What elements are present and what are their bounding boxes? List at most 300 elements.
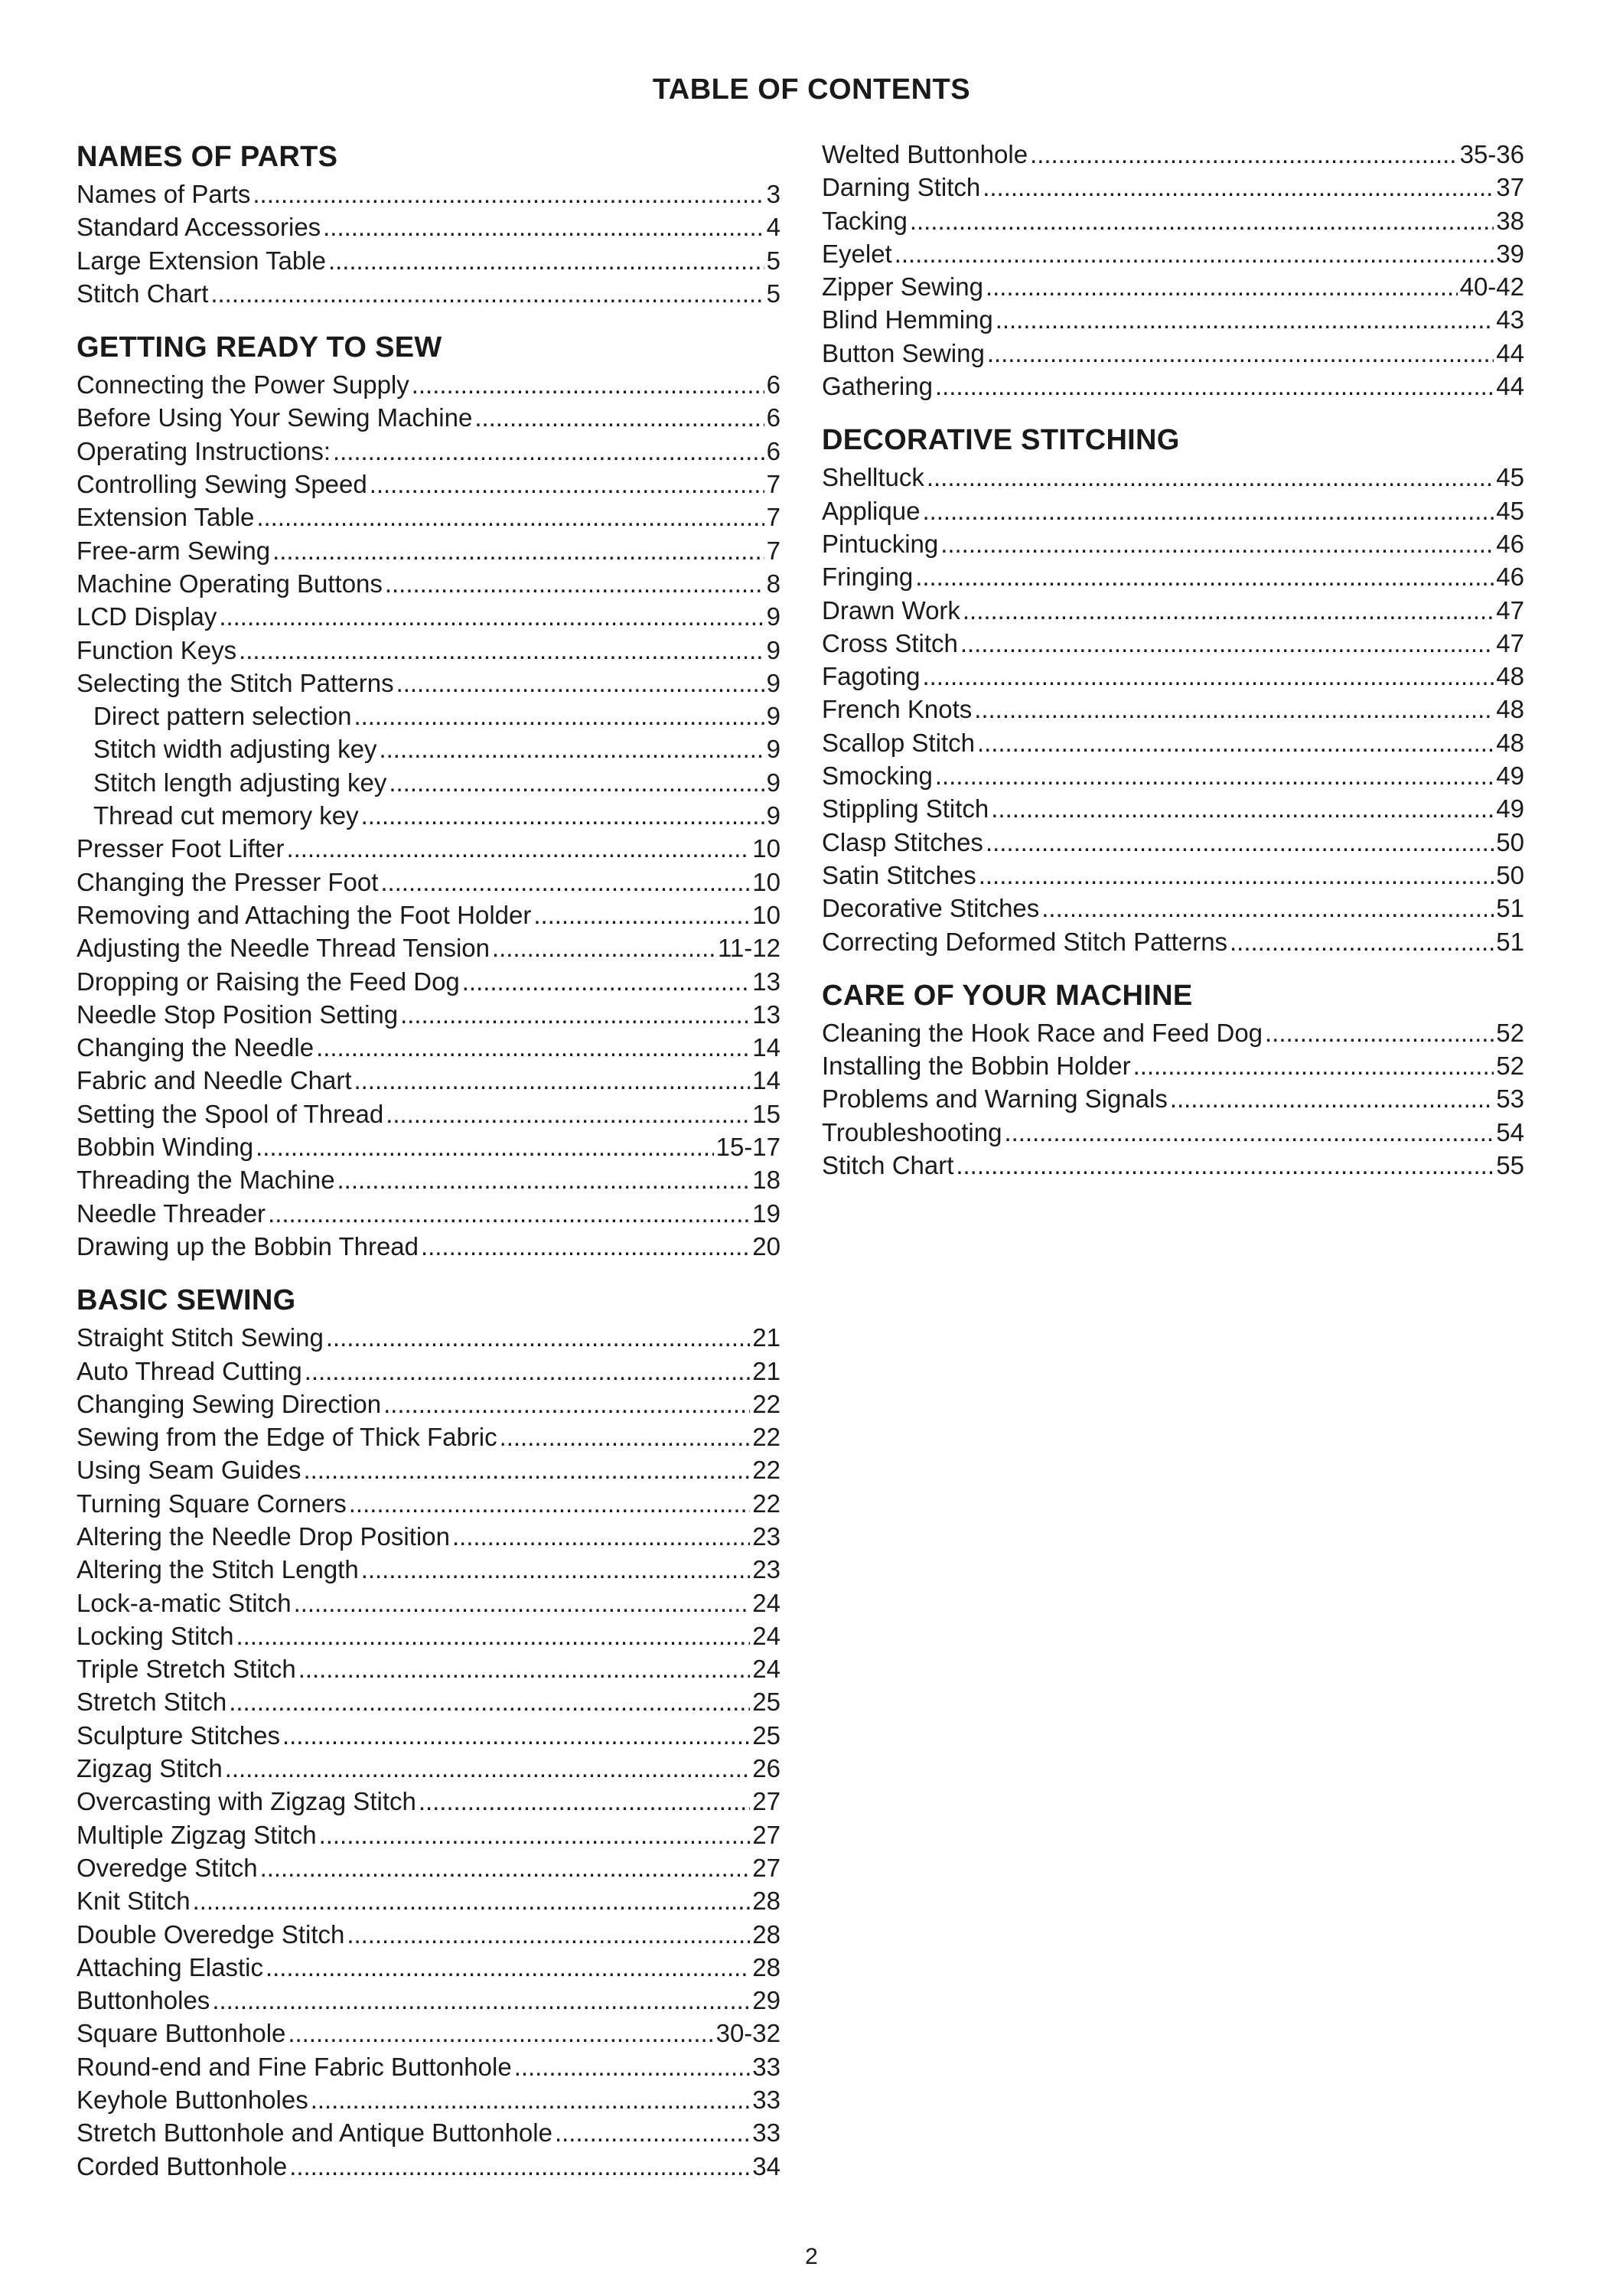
entry-label: Attaching Elastic (77, 1952, 263, 1981)
dot-leader (956, 1149, 1494, 1182)
toc-entry[interactable] (77, 1719, 781, 1752)
toc-entry[interactable] (77, 1884, 781, 1917)
toc-entry[interactable] (822, 138, 1524, 171)
dot-leader (256, 1130, 713, 1163)
dot-leader (400, 998, 750, 1031)
entry-page-number: 7 (766, 536, 781, 565)
toc-entry[interactable] (77, 1587, 781, 1619)
entry-page-number: 24 (752, 1588, 781, 1617)
toc-entry[interactable] (77, 1453, 781, 1486)
toc-subentry[interactable] (77, 766, 781, 799)
dot-leader (288, 2017, 713, 2050)
toc-section (822, 138, 1524, 403)
entry-label: Before Using Your Sewing Machine (77, 403, 473, 432)
dot-leader (963, 594, 1494, 627)
toc-entry[interactable] (77, 468, 781, 501)
entry-label: Knit Stitch (77, 1887, 191, 1916)
entry-page-number: 50 (1496, 860, 1524, 889)
entry-label: Drawing up the Bobbin Thread (77, 1231, 419, 1261)
toc-entry[interactable] (77, 244, 781, 277)
entry-label: Direct pattern selection (93, 702, 352, 731)
entry-page-number: 47 (1496, 628, 1524, 657)
entry-label: Thread cut memory key (93, 801, 359, 830)
toc-entry[interactable] (822, 792, 1524, 825)
dot-leader (268, 1197, 750, 1230)
entry-page-number: 5 (766, 246, 781, 275)
entry-page-number: 21 (752, 1323, 781, 1352)
dot-leader (337, 1163, 751, 1196)
entry-label: Drawn Work (822, 595, 960, 625)
dot-leader (383, 1388, 750, 1420)
entry-page-number: 44 (1496, 338, 1524, 367)
entry-label: Fringing (822, 563, 914, 592)
section-heading: DECORATIVE STITCHING (822, 424, 1180, 457)
dot-leader (1133, 1049, 1494, 1082)
entry-label: Smocking (822, 762, 933, 791)
entry-label: Presser Foot Lifter (77, 834, 285, 863)
entry-label: Eyelet (822, 239, 892, 268)
entry-page-number: 50 (1496, 827, 1524, 856)
dot-leader (229, 1685, 750, 1718)
entry-label: Fagoting (822, 662, 921, 691)
toc-section (77, 1283, 781, 2183)
entry-page-number: 8 (766, 569, 781, 598)
toc-entry[interactable] (77, 534, 781, 567)
entry-page-number: 10 (752, 900, 781, 929)
toc-entry[interactable] (77, 277, 781, 310)
toc-section (822, 978, 1524, 1182)
toc-entry[interactable] (77, 899, 781, 931)
entry-label: Multiple Zigzag Stitch (77, 1820, 317, 1849)
toc-entry[interactable] (77, 1918, 781, 1951)
toc-entry[interactable] (77, 210, 781, 243)
entry-page-number: 14 (752, 1066, 781, 1095)
dot-leader (922, 494, 1494, 527)
entry-label: Needle Threader (77, 1199, 266, 1228)
toc-entry[interactable] (822, 826, 1524, 859)
entry-label: Welted Buttonhole (822, 140, 1028, 168)
entry-page-number: 5 (766, 279, 781, 308)
entry-label: Square Buttonhole (77, 2019, 286, 2048)
dot-leader (419, 1785, 750, 1818)
toc-entry[interactable] (77, 401, 781, 434)
dot-leader (311, 2083, 751, 2116)
entry-page-number: 21 (752, 1356, 781, 1385)
dot-leader (977, 726, 1494, 759)
entry-page-number: 37 (1496, 173, 1524, 202)
toc-entry[interactable] (77, 1420, 781, 1453)
dot-leader (986, 270, 1458, 303)
toc-entry[interactable] (822, 660, 1524, 693)
toc-entry[interactable] (822, 370, 1524, 403)
toc-entry[interactable] (822, 859, 1524, 892)
entry-page-number: 6 (766, 403, 781, 432)
entry-page-number: 11-12 (718, 934, 781, 963)
entry-page-number: 6 (766, 370, 781, 400)
entry-label: Corded Buttonhole (77, 2151, 288, 2180)
toc-entry[interactable] (77, 1388, 781, 1420)
entry-label: Cross Stitch (822, 628, 958, 657)
entry-page-number: 52 (1496, 1018, 1524, 1047)
toc-entry[interactable] (822, 759, 1524, 792)
dot-leader (960, 627, 1494, 660)
entry-label: Extension Table (77, 503, 255, 532)
dot-leader (1030, 138, 1458, 171)
entry-page-number: 15-17 (715, 1133, 781, 1162)
entry-label: Operating Instructions: (77, 436, 331, 465)
entry-page-number: 3 (766, 180, 781, 208)
toc-entry[interactable] (822, 892, 1524, 925)
dot-leader (1041, 892, 1494, 925)
entry-label: Stitch length adjusting key (93, 768, 387, 797)
entry-label: Removing and Attaching the Foot Holder (77, 900, 532, 929)
toc-entry[interactable] (77, 1553, 781, 1586)
dot-leader (326, 1321, 750, 1354)
dot-leader (323, 210, 764, 243)
entry-page-number: 47 (1496, 595, 1524, 625)
dot-leader (996, 303, 1494, 336)
toc-entry[interactable] (77, 1064, 781, 1097)
toc-entry[interactable] (77, 368, 781, 401)
entry-page-number: 48 (1496, 662, 1524, 691)
toc-entry[interactable] (77, 1951, 781, 1984)
entry-label: Names of Parts (77, 180, 251, 208)
toc-entry[interactable] (77, 1984, 781, 2017)
entry-label: Darning Stitch (822, 173, 981, 202)
entry-page-number: 14 (752, 1033, 781, 1062)
toc-entry[interactable] (77, 1818, 781, 1851)
entry-page-number: 9 (766, 702, 781, 731)
page-number: 2 (805, 2244, 818, 2269)
entry-page-number: 51 (1496, 894, 1524, 923)
dot-leader (370, 468, 764, 501)
entry-label: Stitch Chart (77, 279, 209, 308)
entry-page-number: 28 (752, 1952, 781, 1981)
entry-page-number: 28 (752, 1887, 781, 1916)
entry-label: Sculpture Stitches (77, 1720, 280, 1750)
toc-entry[interactable] (822, 270, 1524, 303)
dot-leader (272, 534, 764, 567)
entry-page-number: 51 (1496, 927, 1524, 956)
toc-entry[interactable] (77, 2083, 781, 2116)
entry-label: Function Keys (77, 635, 237, 664)
toc-subentry[interactable] (77, 799, 781, 832)
entry-label: Adjusting the Needle Thread Tension (77, 934, 490, 963)
toc-entry[interactable] (822, 494, 1524, 527)
toc-entry[interactable] (77, 1619, 781, 1652)
dot-leader (991, 792, 1494, 825)
toc-entry[interactable] (822, 461, 1524, 494)
toc-entry[interactable] (77, 634, 781, 667)
dot-leader (500, 1420, 751, 1453)
dot-leader (1004, 1116, 1494, 1149)
entry-label: Selecting the Stitch Patterns (77, 668, 394, 697)
dot-leader (239, 634, 764, 667)
toc-entry[interactable] (77, 1197, 781, 1230)
entry-page-number: 25 (752, 1720, 781, 1750)
dot-leader (452, 1520, 750, 1553)
toc-entry[interactable] (77, 1520, 781, 1553)
dot-leader (256, 501, 764, 533)
dot-leader (354, 1064, 751, 1097)
dot-leader (253, 178, 764, 210)
toc-entry[interactable] (822, 337, 1524, 370)
dot-leader (289, 2150, 750, 2183)
dot-leader (474, 401, 764, 434)
section-heading: CARE OF YOUR MACHINE (822, 979, 1193, 1012)
toc-entry[interactable] (822, 726, 1524, 759)
entry-label: Problems and Warning Signals (822, 1084, 1168, 1114)
toc-subentry[interactable] (77, 700, 781, 732)
entry-page-number: 25 (752, 1688, 781, 1717)
dot-leader (380, 866, 750, 899)
toc-entry[interactable] (77, 1130, 781, 1163)
dot-leader (421, 1230, 750, 1263)
entry-page-number: 10 (752, 834, 781, 863)
toc-entry[interactable] (77, 2017, 781, 2050)
toc-entry[interactable] (77, 1163, 781, 1196)
toc-entry[interactable] (822, 594, 1524, 627)
entry-page-number: 9 (766, 768, 781, 797)
toc-entry[interactable] (822, 925, 1524, 958)
entry-label: Decorative Stitches (822, 894, 1040, 923)
entry-page-number: 27 (752, 1820, 781, 1849)
entry-page-number: 22 (752, 1423, 781, 1452)
toc-entry[interactable] (77, 567, 781, 600)
dot-leader (910, 204, 1494, 237)
entry-page-number: 44 (1496, 372, 1524, 401)
entry-page-number: 24 (752, 1655, 781, 1684)
toc-entry[interactable] (822, 1082, 1524, 1115)
toc-entry[interactable] (822, 560, 1524, 593)
entry-page-number: 23 (752, 1555, 781, 1584)
toc-entry[interactable] (77, 1851, 781, 1884)
entry-label: Auto Thread Cutting (77, 1356, 302, 1385)
entry-page-number: 20 (752, 1231, 781, 1261)
toc-entry[interactable] (77, 1230, 781, 1263)
entry-label: Tacking (822, 206, 908, 235)
dot-leader (225, 1752, 751, 1785)
toc-entry[interactable] (77, 832, 781, 865)
entry-page-number: 27 (752, 1853, 781, 1882)
dot-leader (347, 1918, 750, 1951)
entry-label: Clasp Stitches (822, 827, 983, 856)
dot-leader (935, 759, 1494, 792)
dot-leader (219, 600, 764, 633)
entry-page-number: 34 (752, 2151, 781, 2180)
dot-leader (282, 1719, 750, 1752)
entry-page-number: 40-42 (1459, 272, 1524, 302)
entry-page-number: 48 (1496, 695, 1524, 724)
entry-label: Satin Stitches (822, 860, 976, 889)
entry-label: Correcting Deformed Stitch Patterns (822, 927, 1228, 956)
entry-label: Turning Square Corners (77, 1489, 347, 1518)
entry-page-number: 33 (752, 2052, 781, 2081)
entry-label: Locking Stitch (77, 1621, 234, 1650)
toc-entry[interactable] (822, 1149, 1524, 1182)
entry-label: Free-arm Sewing (77, 536, 271, 565)
dot-leader (922, 660, 1494, 693)
toc-entry[interactable] (77, 1685, 781, 1718)
entry-label: Stretch Stitch (77, 1688, 227, 1717)
entry-page-number: 9 (766, 668, 781, 697)
toc-entry[interactable] (822, 1116, 1524, 1149)
entry-page-number: 33 (752, 2118, 781, 2148)
entry-page-number: 23 (752, 1521, 781, 1551)
entry-label: Machine Operating Buttons (77, 569, 383, 598)
toc-entry[interactable] (77, 1355, 781, 1388)
toc-entry[interactable] (822, 1016, 1524, 1049)
toc-entry[interactable] (77, 667, 781, 700)
section-heading: GETTING READY TO SEW (77, 331, 442, 364)
section-heading: BASIC SEWING (77, 1284, 296, 1317)
dot-leader (236, 1619, 750, 1652)
entry-label: Stitch width adjusting key (93, 735, 377, 764)
toc-entry[interactable] (822, 693, 1524, 726)
entry-label: LCD Display (77, 602, 217, 631)
toc-entry[interactable] (77, 1752, 781, 1785)
dot-leader (328, 244, 764, 277)
dot-leader (462, 965, 750, 998)
entry-label: Button Sewing (822, 338, 985, 367)
dot-leader (212, 1984, 750, 2017)
entry-page-number: 18 (752, 1166, 781, 1195)
entry-label: Using Seam Guides (77, 1456, 301, 1485)
toc-entry[interactable] (77, 1031, 781, 1064)
entry-label: Standard Accessories (77, 213, 321, 242)
entry-label: Double Overedge Stitch (77, 1919, 345, 1949)
entry-label: Overedge Stitch (77, 1853, 258, 1882)
toc-entry[interactable] (77, 600, 781, 633)
dot-leader (380, 732, 764, 765)
entry-label: Controlling Sewing Speed (77, 470, 367, 499)
entry-page-number: 9 (766, 801, 781, 830)
entry-label: Changing the Needle (77, 1033, 314, 1062)
dot-leader (349, 1487, 750, 1520)
dot-leader (305, 1355, 751, 1388)
toc-entry[interactable] (77, 2116, 781, 2149)
entry-label: Bobbin Winding (77, 1133, 254, 1162)
toc-entry[interactable] (77, 1652, 781, 1685)
toc-left-column (77, 138, 781, 2203)
entry-page-number: 49 (1496, 762, 1524, 791)
entry-page-number: 39 (1496, 239, 1524, 268)
entry-label: Stretch Buttonhole and Antique Buttonhole (77, 2118, 552, 2148)
entry-page-number: 27 (752, 1787, 781, 1816)
dot-leader (895, 237, 1494, 270)
toc-entry[interactable] (77, 931, 781, 964)
entry-label: Zipper Sewing (822, 272, 983, 302)
entry-page-number: 7 (766, 470, 781, 499)
toc-entry[interactable] (77, 1321, 781, 1354)
dot-leader (361, 799, 764, 832)
entry-page-number: 22 (752, 1489, 781, 1518)
dot-leader (386, 1097, 750, 1130)
dot-leader (533, 899, 750, 931)
entry-label: Lock-a-matic Stitch (77, 1588, 292, 1617)
entry-label: Triple Stretch Stitch (77, 1655, 296, 1684)
page-title: TABLE OF CONTENTS (652, 73, 971, 106)
entry-page-number: 46 (1496, 529, 1524, 558)
dot-leader (193, 1884, 751, 1917)
toc-right-column (822, 138, 1524, 1202)
entry-page-number: 9 (766, 635, 781, 664)
entry-page-number: 52 (1496, 1052, 1524, 1081)
toc-section (77, 330, 781, 1263)
entry-page-number: 19 (752, 1199, 781, 1228)
toc-entry[interactable] (822, 527, 1524, 560)
entry-page-number: 33 (752, 2086, 781, 2115)
entry-page-number: 7 (766, 503, 781, 532)
entry-label: Connecting the Power Supply (77, 370, 409, 400)
dot-leader (354, 700, 764, 732)
toc-entry[interactable] (77, 1097, 781, 1130)
entry-label: Altering the Needle Drop Position (77, 1521, 450, 1551)
dot-leader (361, 1553, 751, 1586)
toc-entry[interactable] (77, 2150, 781, 2183)
entry-label: Changing Sewing Direction (77, 1389, 382, 1418)
dot-leader (492, 931, 715, 964)
dot-leader (396, 667, 764, 700)
toc-entry[interactable] (77, 178, 781, 210)
toc-entry[interactable] (77, 435, 781, 468)
toc-entry[interactable] (822, 171, 1524, 204)
toc-entry[interactable] (77, 998, 781, 1031)
entry-label: Changing the Presser Foot (77, 867, 379, 896)
toc-entry[interactable] (77, 866, 781, 899)
entry-page-number: 24 (752, 1621, 781, 1650)
entry-label: Sewing from the Edge of Thick Fabric (77, 1423, 497, 1452)
toc-entry[interactable] (77, 1487, 781, 1520)
toc-entry[interactable] (822, 237, 1524, 270)
entry-page-number: 26 (752, 1754, 781, 1783)
toc-entry[interactable] (822, 627, 1524, 660)
dot-leader (319, 1818, 751, 1851)
toc-section (77, 139, 781, 310)
entry-page-number: 9 (766, 602, 781, 631)
dot-leader (412, 368, 764, 401)
toc-subentry[interactable] (77, 732, 781, 765)
toc-entry[interactable] (77, 501, 781, 533)
toc-entry[interactable] (77, 2050, 781, 2083)
entry-label: Threading the Machine (77, 1166, 335, 1195)
toc-entry[interactable] (822, 1049, 1524, 1082)
entry-label: Stippling Stitch (822, 794, 989, 823)
dot-leader (286, 832, 750, 865)
dot-leader (316, 1031, 750, 1064)
toc-entry[interactable] (77, 1785, 781, 1818)
dot-leader (266, 1951, 750, 1984)
entry-page-number: 48 (1496, 728, 1524, 757)
entry-page-number: 15 (752, 1099, 781, 1128)
toc-section (822, 422, 1524, 957)
entry-label: French Knots (822, 695, 973, 724)
dot-leader (303, 1453, 750, 1486)
toc-entry[interactable] (77, 965, 781, 998)
dot-leader (385, 567, 764, 600)
dot-leader (333, 435, 764, 468)
entry-page-number: 35-36 (1459, 140, 1524, 168)
entry-page-number: 43 (1496, 305, 1524, 334)
dot-leader (974, 693, 1494, 726)
entry-label: Scallop Stitch (822, 728, 975, 757)
dot-leader (298, 1652, 751, 1685)
entry-label: Dropping or Raising the Feed Dog (77, 967, 460, 996)
dot-leader (1265, 1016, 1494, 1049)
toc-entry[interactable] (822, 303, 1524, 336)
entry-label: Needle Stop Position Setting (77, 1000, 399, 1029)
toc-entry[interactable] (822, 204, 1524, 237)
